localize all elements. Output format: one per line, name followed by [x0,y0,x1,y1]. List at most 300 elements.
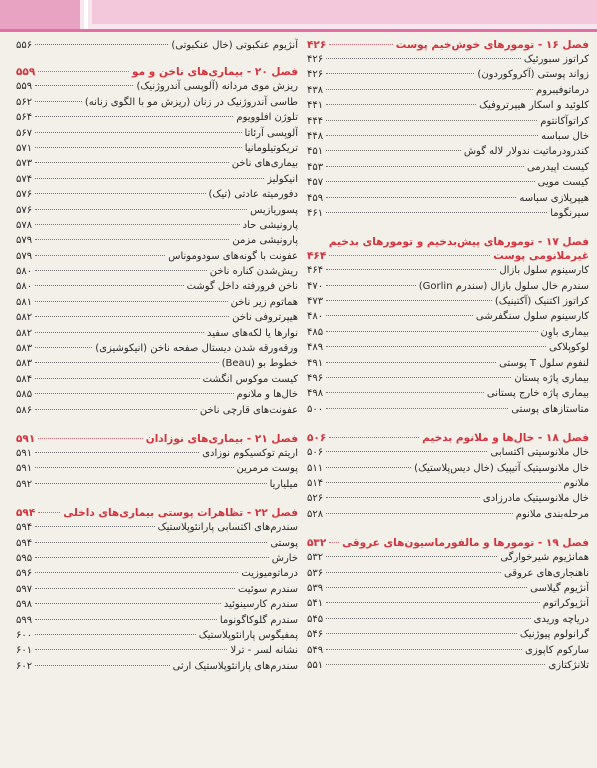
toc-entry [16,628,298,643]
toc-entry-page: ۵۹۴ [16,537,33,549]
toc-entry-page: ۵۸۴ [16,373,33,385]
toc-entry-label: مرحله‌بندی ملانوم [515,508,589,520]
toc-entry-label: عفونت‌های قارچی ناخن [199,404,298,416]
toc-entry-page: ۴۴۸ [307,130,324,142]
toc-entry-page: ۵۴۶ [307,629,324,641]
leader-dots [35,239,229,240]
toc-entry [307,491,589,506]
toc-section [16,65,298,418]
toc-entry-label: خال سباسه [541,130,589,142]
toc-entry-label: میلیاریا [269,478,298,490]
toc-entry [307,356,589,371]
chapter-title-text: فصل ۱۹ - تومورها و مالفورماسیون‌های عروقی [342,537,589,550]
leader-dots [326,392,484,393]
toc-entry-label: ورقه‌ورقه شدن دیستال صفحه ناخن (انیکوشیزی) [95,343,298,355]
toc-entry [16,279,298,294]
toc-entry-label: ملانوم [563,477,589,489]
toc-entry-page: ۴۹۶ [307,373,324,385]
toc-entry-page: ۵۹۹ [16,614,33,626]
toc-entry [16,95,298,110]
toc-entry-label: ریزش موی مردانه (آلوپسی آندروژنیک) [136,81,298,93]
toc-entry [16,156,298,171]
leader-dots [35,116,233,117]
chapter-page-number: ۵۳۲ [307,537,327,550]
toc-section [16,432,298,492]
toc-entry [307,98,589,113]
toc-entry [16,613,298,628]
toc-entry [307,658,589,673]
toc-entry-label: ناهنجاری‌های عروقی [503,567,589,579]
toc-entry-page: ۵۹۱ [16,447,33,459]
leader-dots [38,438,143,439]
leader-dots [35,634,196,635]
toc-entry [16,341,298,356]
toc-section [16,506,298,674]
toc-entry [307,114,589,129]
toc-entry-label: کارسینوم سلول سنگفرشی [475,311,589,323]
toc-entry [307,67,589,82]
toc-entry-page: ۴۸۹ [307,342,324,354]
toc-entry [16,387,298,402]
toc-entry-page: ۴۵۱ [307,146,324,158]
toc-entry [307,175,589,190]
leader-dots [329,437,419,438]
leader-dots [326,269,496,270]
leader-dots [35,409,197,410]
toc-entry [307,129,589,144]
leader-dots [35,572,238,573]
toc-entry-page: ۴۸۵ [307,326,324,338]
toc-entry [16,536,298,551]
toc-right-column [307,38,589,687]
toc-entry-page: ۵۹۵ [16,552,33,564]
leader-dots [35,209,247,210]
leader-dots [326,120,537,121]
chapter-title [16,432,298,446]
toc-entry-page: ۵۴۹ [307,644,324,656]
leader-dots [326,633,517,634]
leader-dots [38,71,129,72]
toc-entry-label: درماتوفیبروم [536,84,589,96]
toc-entry-page: ۵۸۵ [16,389,33,401]
toc-entry-label: سندرم‌های اکتسابی پارانئوپلاستیک [157,522,298,534]
leader-dots [35,224,239,225]
toc-entry-page: ۵۸۰ [16,281,33,293]
toc-entry-label: کراتوز اکتنیک (آکتینیک) [494,296,589,308]
toc-entry-page: ۴۲۶ [307,69,324,81]
toc-entry [307,325,589,340]
page-header-band [0,0,597,32]
toc-entry-page: ۶۰۱ [16,645,33,657]
toc-entry [307,191,589,206]
toc-entry [307,294,589,309]
leader-dots [35,162,229,163]
toc-entry-label: کیست موکوس انگشت [202,373,298,385]
leader-dots [329,542,339,543]
toc-entry-label: بیماری‌های ناخن [231,158,298,170]
toc-entry [16,643,298,658]
leader-dots [326,181,535,182]
toc-entry-page: ۵۵۱ [307,659,324,671]
toc-entry-label: خال‌ها و ملانوم [236,389,298,401]
leader-dots [326,649,522,650]
toc-entry [307,612,589,627]
leader-dots [35,85,133,86]
toc-entry-page: ۵۱۱ [307,462,324,474]
toc-entry-label: پارونیشی مزمن [232,235,298,247]
toc-entry [16,141,298,156]
toc-entry-label: خال ملانوسیتی اکتسابی [490,447,589,459]
toc-entry-page: ۵۹۶ [16,568,33,580]
toc-entry-label: لوکوپلاکی [549,342,589,354]
toc-entry-page: ۵۲۸ [307,508,324,520]
toc-entry-label: بیماری باوِن [540,326,589,338]
toc-entry-label: کلوئید و اسکار هیپرتروفیک [479,100,589,112]
toc-entry [307,596,589,611]
toc-entry [16,477,298,492]
toc-entry [16,38,298,53]
leader-dots [35,542,267,543]
chapter-title [307,235,589,249]
toc-entry-page: ۵۵۶ [16,40,33,51]
toc-entry [307,643,589,658]
chapter-page-number: ۵۵۹ [16,66,36,79]
toc-entry-page: ۵۷۹ [16,235,33,247]
chapter-title [16,65,298,79]
toc-entry-label: پوست مرمرین [236,463,298,475]
toc-entry [16,403,298,418]
leader-dots [35,649,227,650]
leader-dots [35,619,217,620]
leader-dots [326,135,538,136]
toc-entry [307,309,589,324]
toc-entry [307,279,589,294]
toc-entry [307,340,589,355]
toc-entry [307,371,589,386]
leader-dots [326,408,508,409]
leader-dots [329,44,393,45]
toc-entry-label: کارسینوم سلول بازال [499,265,589,277]
toc-entry-page: ۴۹۸ [307,388,324,400]
leader-dots [326,285,416,286]
toc-entry-page: ۴۶۱ [307,207,324,219]
leader-dots [35,452,199,453]
toc-entry [16,566,298,581]
toc-entry-label: هیپرپلازی سباسه [519,192,589,204]
toc-entry [16,372,298,387]
toc-entry-page: ۴۶۴ [307,265,324,277]
leader-dots [326,104,476,105]
toc-entry-page: ۵۰۶ [307,447,324,459]
leader-dots [35,665,169,666]
leader-dots [326,377,511,378]
toc-entry-label: عفونت با گونه‌های سودوموناس [168,250,298,262]
toc-entry-page: ۵۸۳ [16,358,33,370]
toc-entry-page: ۴۸۰ [307,311,324,323]
toc-entry [307,550,589,565]
toc-entry-label: پوستی [270,537,298,549]
toc-entry-label: نشانه لسر - ترلا [230,645,298,657]
toc-entry-label: انیکولیز [267,173,298,185]
toc-entry [307,160,589,175]
toc-entry-page: ۴۹۱ [307,357,324,369]
chapter-page-number: ۴۲۶ [307,39,327,51]
toc-entry-label: خال ملانوسیتیک آتیپیک (خال دیس‌پلاستیک) [414,462,589,474]
toc-entry-label: سیرنگوما [550,207,589,219]
toc-entry-label: سندرم گلوکاگونوما [219,614,298,626]
toc-entry-page: ۵۸۳ [16,343,33,355]
toc-entry [16,203,298,218]
toc-entry-label: پارونیشی حاد [242,219,298,231]
chapter-page-number: ۵۰۶ [307,432,327,445]
toc-entry-label: ریش‌شدن کناره ناخن [209,266,298,278]
toc-entry-page: ۵۷۶ [16,189,33,201]
toc-entry-page: ۵۷۶ [16,204,33,216]
leader-dots [35,101,82,102]
toc-entry [307,581,589,596]
toc-entry-label: گرانولوم پیوژنیک [519,629,589,641]
toc-entry [16,582,298,597]
toc-entry-page: ۵۸۶ [16,404,33,416]
toc-entry-label: آلوپسی آرئاتا [244,127,298,139]
toc-entry-page: ۵۶۴ [16,112,33,124]
header-stripe [0,29,597,32]
chapter-title-text: فصل ۱۸ - خال‌ها و ملانوم بدخیم [422,432,589,445]
leader-dots [35,378,200,379]
toc-entry [16,461,298,476]
leader-dots [35,483,266,484]
toc-entry-page: ۵۸۱ [16,296,33,308]
leader-dots [326,197,516,198]
toc-entry-page: ۵۶۲ [16,96,33,108]
chapter-title-text: فصل ۲۱ - بیماری‌های نوزادان [145,432,298,445]
toc-entry [307,566,589,581]
toc-entry [307,445,589,460]
toc-entry [307,627,589,642]
toc-entry-label: درماتومیوزیت [241,568,298,580]
toc-entry-label: سارکوم کاپوزی [525,644,589,656]
leader-dots [326,467,411,468]
leader-dots [326,315,473,316]
toc-entry [16,597,298,612]
toc-entry-label: متاستازهای پوستی [511,403,589,415]
toc-entry-label: تریکوتیلومانیا [244,142,298,154]
toc-entry [16,520,298,535]
toc-entry-page: ۵۷۸ [16,219,33,231]
toc-entry [307,206,589,221]
toc-entry-label: همانژیوم شیرخوارگی [500,552,589,564]
toc-entry [16,326,298,341]
toc-entry-page: ۵۰۰ [307,403,324,415]
header-bar [92,0,597,24]
toc-entry-label: دفورمیته عادتی (تیک) [208,189,298,201]
leader-dots [326,300,492,301]
toc-entry [16,551,298,566]
leader-dots [329,255,490,256]
toc-entry-page: ۵۴۵ [307,613,324,625]
toc-entry-label: دریاچه وریدی [533,613,589,625]
toc-entry [16,79,298,94]
leader-dots [326,513,513,514]
toc-entry-label: زواند پوستی (آکروکوردون) [477,69,589,81]
chapter-title [307,38,589,52]
toc-entry [16,310,298,325]
toc-entry-label: سندرم‌های پارانئوپلاستیک ارثی [172,660,298,672]
toc-entry [307,263,589,278]
leader-dots [326,497,480,498]
toc-entry-page: ۴۵۳ [307,161,324,173]
leader-dots [326,362,496,363]
toc-entry [16,218,298,233]
toc-entry-page: ۴۷۰ [307,280,324,292]
leader-dots [35,132,241,133]
leader-dots [35,285,183,286]
toc-entry-page: ۵۹۲ [16,478,33,490]
toc-entry-label: کیست اپیدرمی [526,161,589,173]
toc-section [16,38,298,53]
leader-dots [326,89,533,90]
header-divider [84,0,88,32]
toc-entry [307,52,589,67]
leader-dots [35,44,168,45]
toc-entry-label: اریتم توکسیکوم نوزادی [202,447,298,459]
toc-entry [307,461,589,476]
toc-entry [307,507,589,522]
toc-entry-page: ۶۰۲ [16,660,33,672]
toc-entry-label: کیست مویی [537,177,589,189]
chapter-page-number: ۵۹۱ [16,432,36,445]
leader-dots [35,332,204,333]
toc-entry [307,476,589,491]
chapter-page-number: ۴۶۴ [307,250,327,263]
toc-entry-label: آنژیوم گیلاسی [530,582,589,594]
toc-entry [16,295,298,310]
leader-dots [326,346,546,347]
toc-entry-page: ۴۷۳ [307,296,324,308]
leader-dots [326,482,560,483]
toc-entry-page: ۵۱۴ [307,477,324,489]
chapter-title [307,536,589,550]
toc-entry [307,144,589,159]
leader-dots [326,556,497,557]
toc-entry [16,446,298,461]
toc-entry-label: تلوژن افلوویوم [236,112,298,124]
toc-entry-page: ۴۳۸ [307,84,324,96]
chapter-title-text: فصل ۱۷ - تومورهای پیش‌بدخیم و تومورهای بدخیم [328,236,589,249]
toc-entry [16,356,298,371]
toc-entry-label: سندرم سوئیت [237,583,298,595]
leader-dots [35,147,242,148]
leader-dots [326,618,531,619]
toc-entry-page: ۵۵۹ [16,81,33,93]
leader-dots [326,664,545,665]
leader-dots [35,347,92,348]
leader-dots [326,451,487,452]
leader-dots [326,587,527,588]
toc-entry-page: ۴۵۷ [307,177,324,189]
toc-entry-label: نوارها یا لکه‌های سفید [206,327,298,339]
toc-entry [307,402,589,417]
leader-dots [35,178,264,179]
leader-dots [35,270,207,271]
leader-dots [326,166,524,167]
toc-entry-page: ۵۷۳ [16,158,33,170]
toc-entry-page: ۵۷۴ [16,173,33,185]
toc-entry-label: پسوریازیس [250,204,298,216]
toc-entry [16,233,298,248]
toc-left-column [16,38,298,688]
toc-entry-page: ۵۹۴ [16,522,33,534]
toc-entry-label: تلانژکتازی [548,659,589,671]
leader-dots [35,526,155,527]
toc-entry-label: بیماری پاژه خارج پستانی [486,388,589,400]
toc-entry-label: آنژیوم عنکبوتی (خال عنکبوتی) [171,40,298,51]
toc-entry-label: آنژیوکراتوم [542,598,589,610]
toc-entry-label: ناخن فرورفته داخل گوشت [186,281,298,293]
toc-entry-page: ۵۹۱ [16,463,33,475]
leader-dots [35,557,269,558]
leader-dots [326,150,461,151]
toc-entry [307,83,589,98]
toc-entry-label: هماتوم زیر ناخن [230,296,298,308]
header-corner-block [0,0,80,32]
leader-dots [326,572,501,573]
toc-entry [16,264,298,279]
toc-entry-page: ۵۸۲ [16,312,33,324]
toc-entry-label: سندرم کارسینوئید [223,599,298,611]
leader-dots [35,603,221,604]
toc-entry [16,249,298,264]
toc-entry-label: طاسی آندروژنیک در زنان (ریزش مو با الگوی زنانه) [84,96,298,108]
toc-section [307,235,589,417]
toc-entry [16,110,298,125]
chapter-title-text: غیرملانومی پوست [493,250,589,263]
chapter-title [16,506,298,520]
toc-entry-page: ۵۷۱ [16,142,33,154]
toc-entry-page: ۴۴۴ [307,115,324,127]
toc-entry-label: خطوط بو (Beau) [221,358,298,370]
toc-entry [307,386,589,401]
toc-entry-page: ۶۰۰ [16,629,33,641]
leader-dots [35,255,165,256]
toc-entry-page: ۵۴۱ [307,598,324,610]
toc-entry-label: لنفوم سلول T پوستی [499,357,589,369]
toc-entry-label: سندرم خال سلول بازال (سندرم Gorlin) [418,280,589,292]
toc-entry-page: ۵۸۲ [16,327,33,339]
toc-entry-label: بیماری پاژه پستان [514,373,589,385]
chapter-page-number: ۵۹۴ [16,507,36,520]
toc-entry [16,126,298,141]
leader-dots [326,212,547,213]
chapter-title [307,431,589,445]
toc-section [307,536,589,673]
leader-dots [38,512,60,513]
leader-dots [35,467,233,468]
toc-entry-label: کندرودرماتیت ندولار لاله گوش [463,146,589,158]
toc-entry-page: ۵۳۹ [307,582,324,594]
chapter-title-text: فصل ۲۲ - تظاهرات پوستی بیماری‌های داخلی [63,507,298,520]
toc-entry-label: خال ملانوسیتیک مادرزادی [482,493,589,505]
toc-entry-page: ۵۸۰ [16,266,33,278]
toc-section [307,38,589,221]
toc-section [307,431,589,522]
toc-entry-label: هیپرتروفی ناخن [232,312,298,324]
leader-dots [35,193,205,194]
leader-dots [35,393,233,394]
toc-entry-page: ۴۴۱ [307,100,324,112]
toc-entry [16,172,298,187]
toc-entry-label: پمفیگوس پارانئوپلاستیک [198,629,298,641]
